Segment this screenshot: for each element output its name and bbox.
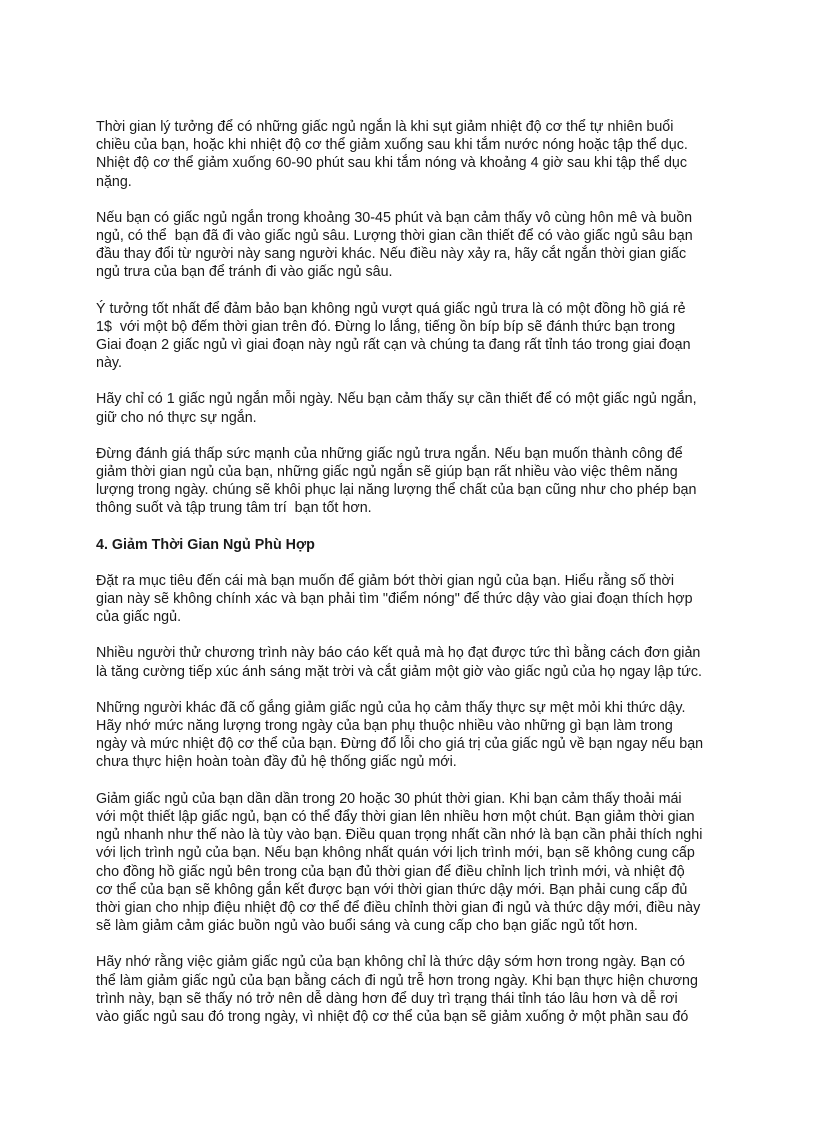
text-line: Giai đoạn 2 giấc ngủ vì giai đoạn này ngủ rất cạn và chúng ta đang rất tỉnh táo trong giai đoạn [96, 337, 691, 354]
text-line: 4. Giảm Thời Gian Ngủ Phù Hợp [96, 536, 315, 553]
body-paragraph [96, 209, 736, 282]
body-paragraph [96, 390, 736, 426]
text-line: thể làm giảm giấc ngủ của bạn bằng cách đi ngủ trễ hơn trong ngày. Khi bạn thực hiện chương [96, 972, 698, 989]
text-line: cho đồng hồ giấc ngủ bên trong của bạn đủ thời gian để điều chỉnh lịch trình mới, và nhiệt độ [96, 863, 685, 880]
text-line: Thời gian lý tưởng để có những giấc ngủ ngắn là khi sụt giảm nhiệt độ cơ thể tự nhiên buổi [96, 119, 674, 135]
body-paragraph [96, 699, 736, 772]
text-line: thời gian cho nhịp điệu nhiệt độ cơ thể để điều chỉnh thời gian đi ngủ và thức dậy mới, điều này [96, 899, 701, 916]
text-line: ngủ, có thể bạn đã đi vào giấc ngủ sâu. Lượng thời gian cần thiết để có vào giấc ngủ sâu bạn [96, 228, 693, 245]
text-line: vào giấc ngủ sau đó trong ngày, vì nhiệt độ cơ thể của bạn sẽ giảm xuống ở một phần sau đó [96, 1008, 689, 1025]
text-line: Đặt ra mục tiêu đến cái mà bạn muốn để giảm bớt thời gian ngủ của bạn. Hiểu rằng số thời [96, 572, 675, 589]
body-paragraph [96, 118, 736, 191]
body-paragraph [96, 644, 736, 680]
text-line: Ý tưởng tốt nhất để đảm bảo bạn không ngủ vượt quá giấc ngủ trưa là có một đồng hồ giá rẻ [96, 300, 686, 317]
text-line: chiều của bạn, hoặc khi nhiệt độ cơ thể giảm xuống sau khi tắm nước nóng hoặc tập thể dục. [96, 137, 688, 154]
document-page [96, 118, 736, 1044]
text-line: Nếu bạn có giấc ngủ ngắn trong khoảng 30-45 phút và bạn cảm thấy vô cùng hôn mê và buồn [96, 209, 693, 226]
text-line: ngủ trưa của bạn để tránh đi vào giấc ngủ sâu. [96, 264, 393, 281]
text-line: thông suốt và tập trung tâm trí bạn tốt hơn. [96, 500, 372, 517]
text-line: Đừng đánh giá thấp sức mạnh của những giấc ngủ trưa ngắn. Nếu bạn muốn thành công để [96, 445, 683, 462]
text-line: Hãy nhớ mức năng lượng trong ngày của bạn phụ thuộc nhiều vào những gì bạn làm trong [96, 718, 673, 735]
text-line: giữ cho nó thực sự ngắn. [96, 409, 257, 426]
section-heading [96, 536, 736, 554]
text-line: với một thiết lập giấc ngủ, bạn có thể đẩy thời gian lên nhiều hơn một chút. Bạn giảm thời gian [96, 808, 695, 825]
text-line: Nhiều người thử chương trình này báo cáo kết quả mà họ đạt được tức thì bằng cách đơn giản [96, 645, 701, 662]
text-line: nặng. [96, 173, 132, 190]
text-line: lượng trong ngày. chúng sẽ khôi phục lại năng lượng thể chất của bạn cũng như cho phép bạn [96, 482, 697, 499]
text-line: với lịch trình ngủ của bạn. Nếu bạn không nhất quán với lịch trình mới, bạn sẽ không cung cấp [96, 845, 695, 862]
text-line: giảm thời gian ngủ của bạn, những giấc ngủ ngắn sẽ giúp bạn rất nhiều vào việc thêm năng [96, 464, 678, 481]
text-line: của giấc ngủ. [96, 609, 182, 626]
body-paragraph [96, 445, 736, 518]
body-paragraph [96, 953, 736, 1026]
body-paragraph [96, 572, 736, 627]
text-line: trình này, bạn sẽ thấy nó trở nên dễ dàng hơn để duy trì trạng thái tỉnh táo lâu hơn và dễ rơi [96, 990, 678, 1007]
text-line: là tăng cường tiếp xúc ánh sáng mặt trời và cắt giảm một giờ vào giấc ngủ của họ ngay lập tức. [96, 663, 702, 680]
text-line: Nhiệt độ cơ thể giảm xuống 60-90 phút sau khi tắm nóng và khoảng 4 giờ sau khi tập thể dục [96, 155, 688, 172]
text-line: này. [96, 355, 122, 372]
body-paragraph [96, 790, 736, 936]
text-line: Hãy chỉ có 1 giấc ngủ ngắn mỗi ngày. Nếu bạn cảm thấy sự cần thiết để có một giấc ngủ ngắn, [96, 391, 697, 408]
text-line: Giảm giấc ngủ của bạn dần dần trong 20 hoặc 30 phút thời gian. Khi bạn cảm thấy thoải mái [96, 790, 682, 807]
text-line: Hãy nhớ rằng việc giảm giấc ngủ của bạn không chỉ là thức dậy sớm hơn trong ngày. Bạn có [96, 954, 685, 971]
text-line: gian này sẽ không chính xác và bạn phải tìm "điểm nóng" để thức dậy vào giai đoạn thích hợp [96, 591, 693, 608]
text-line: 1$ với một bộ đếm thời gian trên đó. Đừng lo lắng, tiếng ồn bíp bíp sẽ đánh thức bạn trong [96, 318, 676, 335]
text-line: chưa thực hiện hoàn toàn đầy đủ hệ thống giấc ngủ mới. [96, 754, 457, 771]
text-line: ngủ nhanh như thế nào là tùy vào bạn. Điều quan trọng nhất cần nhớ là bạn cần phải thích nghi [96, 827, 703, 844]
text-line: cơ thể của bạn sẽ không gắn kết được bạn với thời gian thức dậy mới. Bạn phải cung cấp đủ [96, 881, 688, 898]
text-line: sẽ làm giảm cảm giác buồn ngủ vào buổi sáng và cung cấp cho bạn giấc ngủ tốt hơn. [96, 918, 638, 935]
text-line: ngày và mức nhiệt độ cơ thể của bạn. Đừng đổ lỗi cho giá trị của giấc ngủ về bạn ngay nếu bạn [96, 736, 704, 753]
text-line: Những người khác đã cố gắng giảm giấc ngủ của họ cảm thấy thực sự mệt mỏi khi thức dậy. [96, 699, 686, 716]
body-paragraph [96, 300, 736, 373]
text-line: đầu thay đổi từ người này sang người khác. Nếu điều này xảy ra, hãy cắt ngắn thời gian giấc [96, 246, 687, 263]
